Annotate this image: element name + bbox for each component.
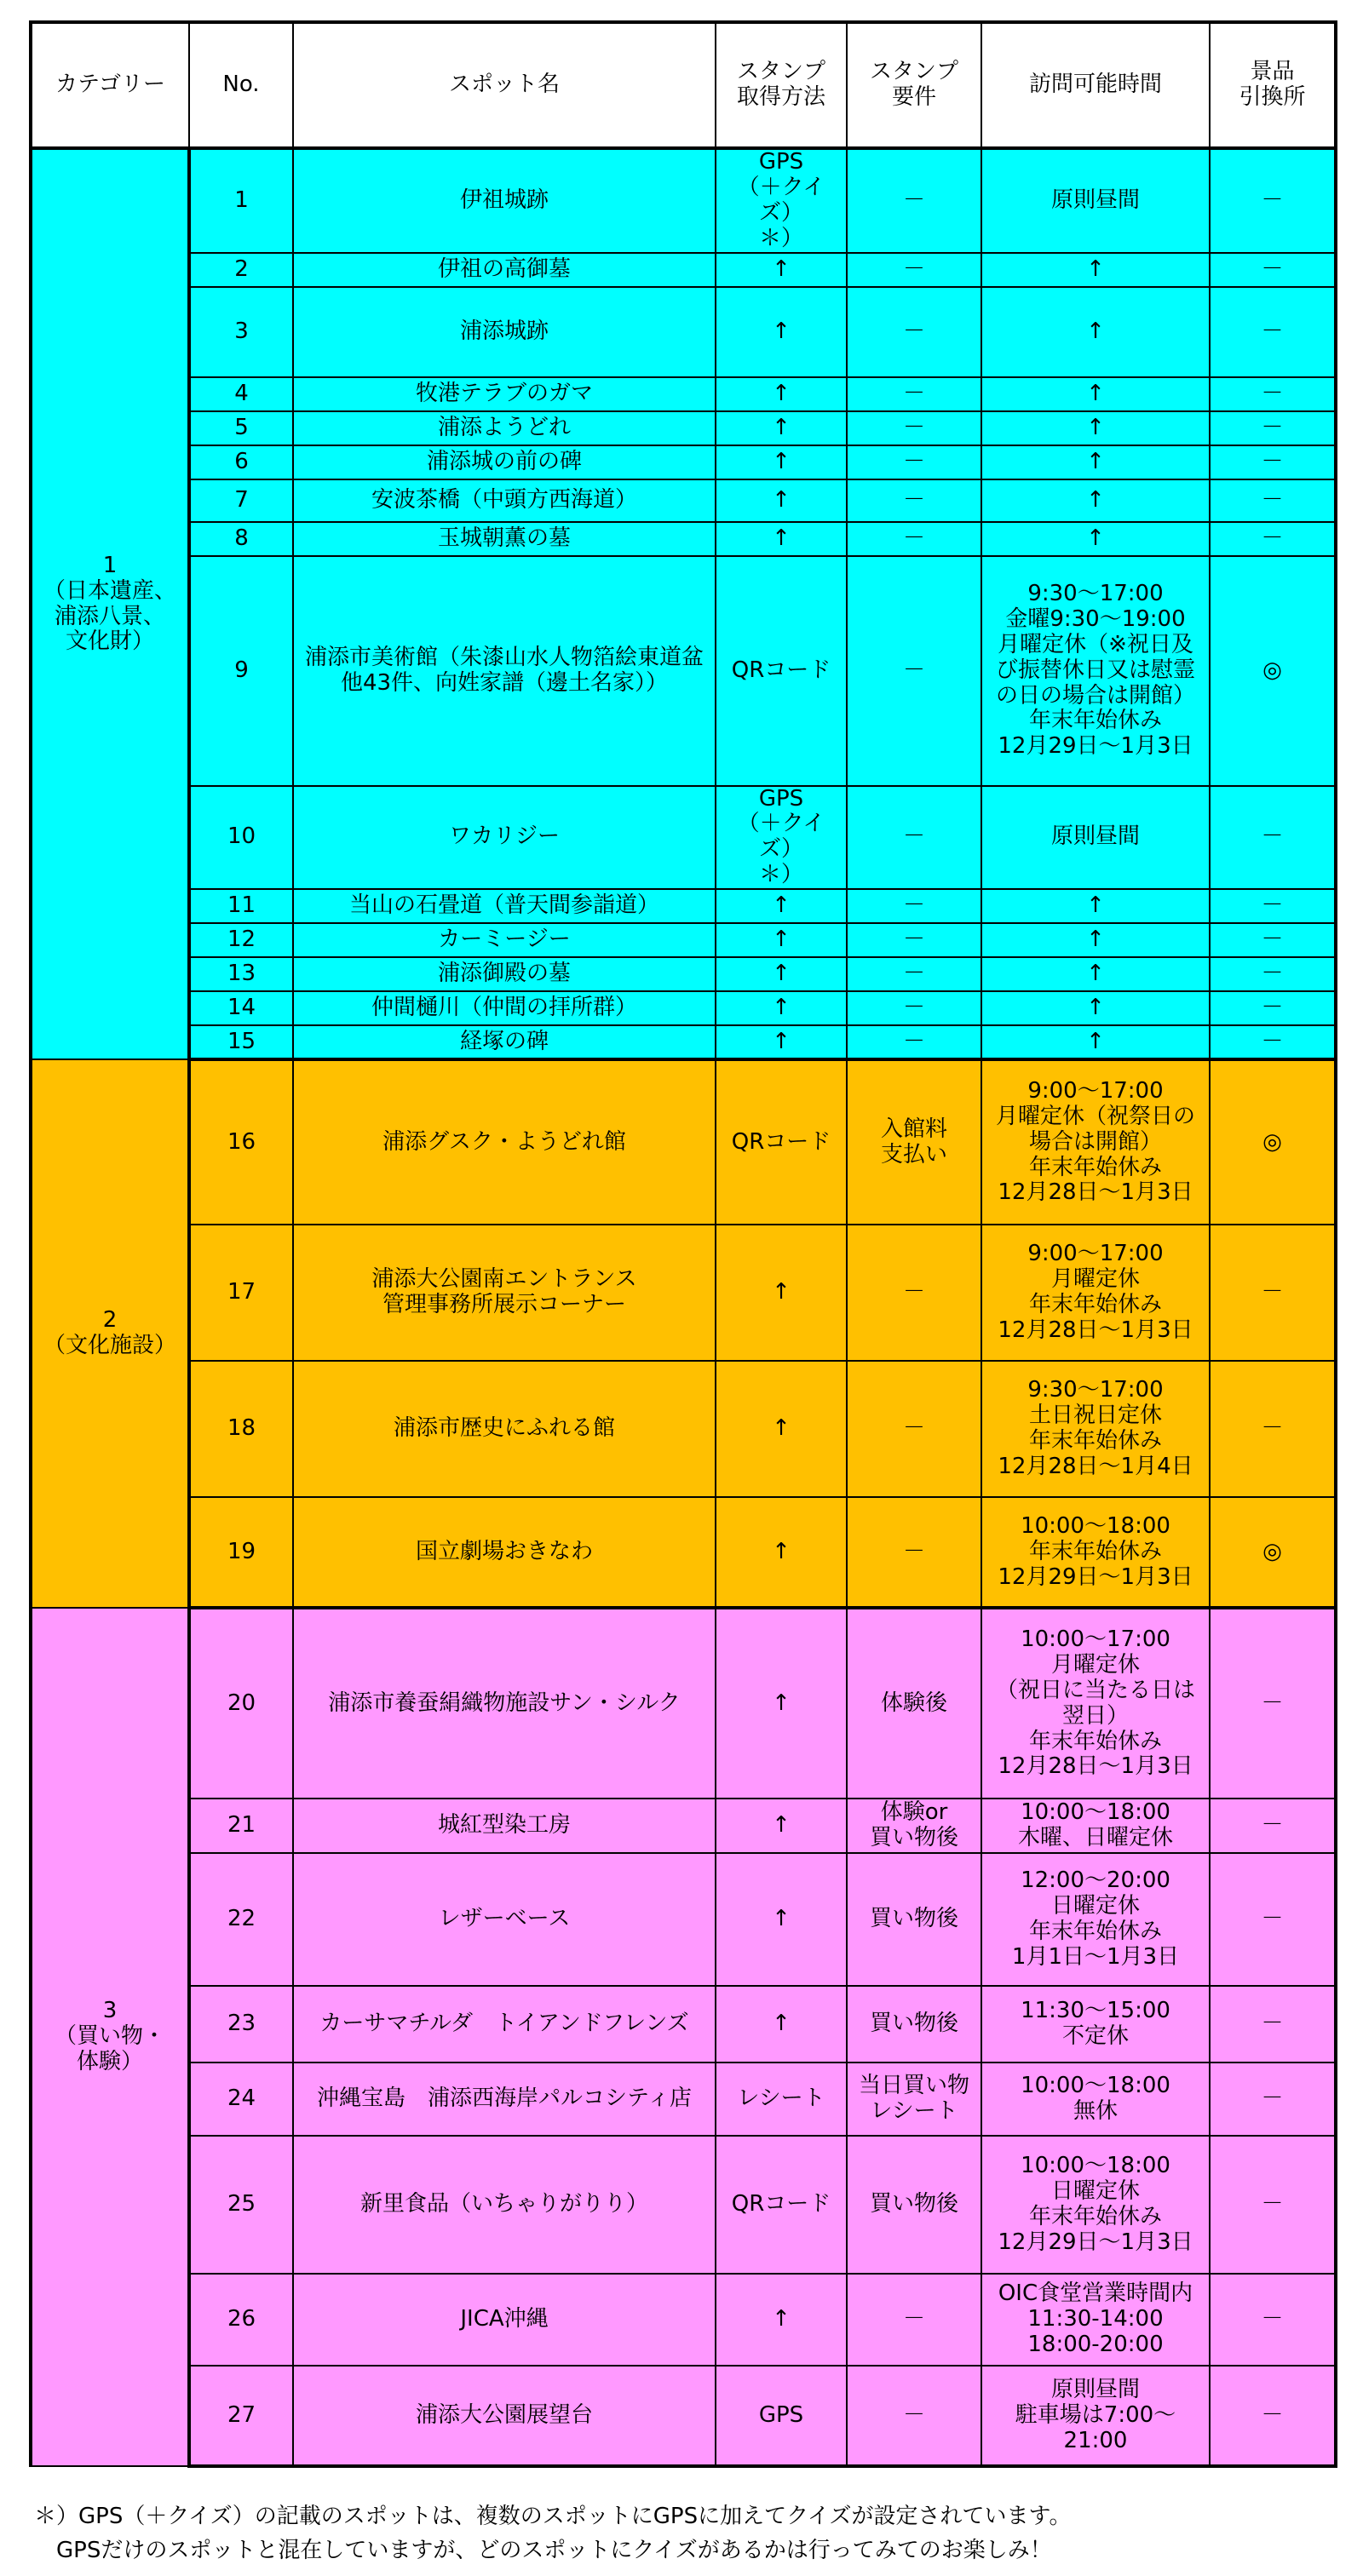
spot-number-cell: 3 [189,287,293,377]
stamp-method-cell: ↑ [716,1608,847,1799]
stamp-method-cell: ↑ [716,1986,847,2063]
stamp-method-cell: QRコード [716,2136,847,2274]
prize-exchange-cell: － [1210,2274,1336,2366]
spot-name-cell: 浦添市美術館（朱漆山水人物箔絵東道盆 他43件、向姓家譜（邊土名家）） [293,556,716,786]
visit-hours-cell: ↑ [981,287,1210,377]
visit-hours-cell: ↑ [981,957,1210,991]
prize-exchange-cell: － [1210,2136,1336,2274]
stamp-requirement-cell: － [847,253,981,287]
visit-hours-cell: 原則昼間 [981,148,1210,253]
visit-hours-cell: ↑ [981,889,1210,923]
table-row [31,522,1336,556]
stamp-requirement-cell: － [847,2274,981,2366]
prize-exchange-cell: － [1210,522,1336,556]
table-row [31,923,1336,957]
stamp-requirement-cell: － [847,445,981,479]
prize-exchange-cell: － [1210,377,1336,411]
table-row [31,957,1336,991]
spot-name-cell: 玉城朝薫の墓 [293,522,716,556]
spot-name-cell: 浦添ようどれ [293,411,716,445]
prize-exchange-cell: － [1210,445,1336,479]
spot-number-cell: 18 [189,1361,293,1497]
stamp-requirement-cell: － [847,2366,981,2466]
stamp-requirement-cell: － [847,991,981,1025]
prize-exchange-cell: － [1210,1853,1336,1986]
table-row [31,1853,1336,1986]
header-category: カテゴリー [31,22,189,148]
prize-exchange-cell: ◎ [1210,1059,1336,1225]
spot-number-cell: 19 [189,1497,293,1608]
stamp-requirement-cell: － [847,786,981,890]
stamp-method-cell: ↑ [716,253,847,287]
category-cell: 3 （買い物・ 体験） [31,1608,189,2466]
spot-name-cell: カーミージー [293,923,716,957]
spot-number-cell: 26 [189,2274,293,2366]
spot-name-cell: 浦添大公園展望台 [293,2366,716,2466]
stamp-method-cell: ↑ [716,411,847,445]
table-row [31,479,1336,522]
spot-name-cell: 経塚の碑 [293,1025,716,1059]
table-row [31,1608,1336,1799]
stamp-method-cell: GPS [716,2366,847,2466]
table-row [31,1361,1336,1497]
stamp-requirement-cell: － [847,889,981,923]
table-row [31,445,1336,479]
visit-hours-cell: ↑ [981,923,1210,957]
prize-exchange-cell: － [1210,889,1336,923]
stamp-method-cell: ↑ [716,1853,847,1986]
visit-hours-cell: ↑ [981,479,1210,522]
table-row [31,2136,1336,2274]
stamp-requirement-cell: 買い物後 [847,2136,981,2274]
table-header-row [31,22,1336,148]
stamp-method-cell: GPS （＋クイズ） ＊） [716,148,847,253]
table-row [31,287,1336,377]
table-row [31,1497,1336,1608]
visit-hours-cell: 12:00～20:00 日曜定休 年末年始休み 1月1日～1月3日 [981,1853,1210,1986]
visit-hours-cell: ↑ [981,991,1210,1025]
stamp-requirement-cell: － [847,957,981,991]
stamp-method-cell: QRコード [716,1059,847,1225]
stamp-requirement-cell: 買い物後 [847,1986,981,2063]
spot-number-cell: 4 [189,377,293,411]
table-body [31,148,1336,2466]
stamp-requirement-cell: － [847,148,981,253]
table-row [31,1025,1336,1059]
prize-exchange-cell: ◎ [1210,556,1336,786]
visit-hours-cell: 9:30～17:00 金曜9:30～19:00 月曜定休（※祝日及 び振替休日又は慰霊 の日の場合は開館） 年末年始休み 12月29日～1月3日 [981,556,1210,786]
table-row [31,786,1336,890]
spot-number-cell: 22 [189,1853,293,1986]
spot-number-cell: 23 [189,1986,293,2063]
visit-hours-cell: 10:00～18:00 木曜、日曜定休 [981,1799,1210,1853]
stamp-method-cell: ↑ [716,889,847,923]
prize-exchange-cell: － [1210,957,1336,991]
prize-exchange-cell: － [1210,1225,1336,1361]
stamp-requirement-cell: － [847,556,981,786]
spot-name-cell: 浦添御殿の墓 [293,957,716,991]
table-row [31,556,1336,786]
spot-name-cell: 新里食品（いちゃりがりり） [293,2136,716,2274]
stamp-method-cell: ↑ [716,1497,847,1608]
spot-name-cell: JICA沖縄 [293,2274,716,2366]
spot-number-cell: 1 [189,148,293,253]
spot-number-cell: 12 [189,923,293,957]
prize-exchange-cell: － [1210,1986,1336,2063]
visit-hours-cell: 9:00～17:00 月曜定休（祝祭日の 場合は開館） 年末年始休み 12月28日～1月3日 [981,1059,1210,1225]
footnote-line-2: GPSだけのスポットと混在していますが、どのスポットにクイズがあるかは行ってみてのお楽しみ！ [34,2538,1052,2564]
stamp-method-cell: ↑ [716,957,847,991]
spot-name-cell: 伊祖城跡 [293,148,716,253]
prize-exchange-cell: － [1210,1608,1336,1799]
stamp-method-cell: ↑ [716,479,847,522]
visit-hours-cell: ↑ [981,411,1210,445]
table-row [31,411,1336,445]
spot-number-cell: 13 [189,957,293,991]
prize-exchange-cell: － [1210,2366,1336,2466]
stamp-method-cell: ↑ [716,1025,847,1059]
spot-name-cell: 伊祖の高御墓 [293,253,716,287]
category-cell: 2 （文化施設） [31,1059,189,1608]
spot-number-cell: 10 [189,786,293,890]
visit-hours-cell: 9:00～17:00 月曜定休 年末年始休み 12月28日～1月3日 [981,1225,1210,1361]
stamp-requirement-cell: － [847,522,981,556]
stamp-method-cell: QRコード [716,556,847,786]
footnote-line-1: ＊）GPS（＋クイズ）の記載のスポットは、複数のスポットにGPSに加えてクイズが設定されています。 [34,2504,1072,2529]
table-row [31,991,1336,1025]
stamp-method-cell: ↑ [716,377,847,411]
stamp-spot-table [29,20,1337,2468]
prize-exchange-cell: － [1210,923,1336,957]
footnote [34,2499,1329,2568]
prize-exchange-cell: － [1210,2063,1336,2136]
stamp-method-cell: ↑ [716,991,847,1025]
table-row [31,2274,1336,2366]
visit-hours-cell: 10:00～18:00 年末年始休み 12月29日～1月3日 [981,1497,1210,1608]
visit-hours-cell: 11:30～15:00 不定休 [981,1986,1210,2063]
visit-hours-cell: ↑ [981,445,1210,479]
spot-name-cell: 浦添城跡 [293,287,716,377]
spot-name-cell: 仲間樋川（仲間の拝所群） [293,991,716,1025]
stamp-method-cell: レシート [716,2063,847,2136]
prize-exchange-cell: － [1210,287,1336,377]
stamp-method-cell: ↑ [716,2274,847,2366]
prize-exchange-cell: － [1210,148,1336,253]
stamp-requirement-cell: 入館料 支払い [847,1059,981,1225]
spot-name-cell: カーサマチルダ トイアンドフレンズ [293,1986,716,2063]
spot-name-cell: 浦添市養蚕絹織物施設サン・シルク [293,1608,716,1799]
spot-name-cell: 当山の石畳道（普天間参詣道） [293,889,716,923]
stamp-requirement-cell: － [847,377,981,411]
stamp-requirement-cell: － [847,411,981,445]
table-row [31,1225,1336,1361]
spot-name-cell: 沖縄宝島 浦添西海岸パルコシティ店 [293,2063,716,2136]
header-spot-name: スポット名 [293,22,716,148]
spot-number-cell: 16 [189,1059,293,1225]
stamp-method-cell: ↑ [716,522,847,556]
table-row [31,889,1336,923]
stamp-requirement-cell: － [847,1497,981,1608]
table-row [31,2063,1336,2136]
header-visit-hours: 訪問可能時間 [981,22,1210,148]
spot-name-cell: 城紅型染工房 [293,1799,716,1853]
table-row [31,1059,1336,1225]
spot-name-cell: 浦添城の前の碑 [293,445,716,479]
spot-number-cell: 15 [189,1025,293,1059]
prize-exchange-cell: － [1210,991,1336,1025]
spot-number-cell: 11 [189,889,293,923]
spot-number-cell: 14 [189,991,293,1025]
visit-hours-cell: ↑ [981,253,1210,287]
stamp-requirement-cell: － [847,287,981,377]
stamp-method-cell: GPS （＋クイズ） ＊） [716,786,847,890]
prize-exchange-cell: ◎ [1210,1497,1336,1608]
stamp-requirement-cell: － [847,923,981,957]
visit-hours-cell: 10:00～18:00 無休 [981,2063,1210,2136]
stamp-method-cell: ↑ [716,1799,847,1853]
stamp-requirement-cell: － [847,479,981,522]
prize-exchange-cell: － [1210,1361,1336,1497]
prize-exchange-cell: － [1210,253,1336,287]
stamp-method-cell: ↑ [716,1361,847,1497]
header-prize-exchange: 景品 引換所 [1210,22,1336,148]
spot-name-cell: レザーベース [293,1853,716,1986]
visit-hours-cell: 原則昼間 駐車場は7:00～ 21:00 [981,2366,1210,2466]
stamp-method-cell: ↑ [716,1225,847,1361]
visit-hours-cell: 9:30～17:00 土日祝日定休 年末年始休み 12月28日～1月4日 [981,1361,1210,1497]
header-stamp-method: スタンプ 取得方法 [716,22,847,148]
spot-number-cell: 17 [189,1225,293,1361]
visit-hours-cell: 10:00～18:00 日曜定休 年末年始休み 12月29日～1月3日 [981,2136,1210,2274]
prize-exchange-cell: － [1210,411,1336,445]
spot-number-cell: 8 [189,522,293,556]
visit-hours-cell: ↑ [981,1025,1210,1059]
spot-name-cell: ワカリジー [293,786,716,890]
visit-hours-cell: ↑ [981,522,1210,556]
spot-number-cell: 25 [189,2136,293,2274]
table-row [31,148,1336,253]
spot-name-cell: 牧港テラブのガマ [293,377,716,411]
table-row [31,1799,1336,1853]
table-row [31,2366,1336,2466]
spot-name-cell: 浦添市歴史にふれる館 [293,1361,716,1497]
spot-name-cell: 安波茶橋（中頭方西海道） [293,479,716,522]
table-row [31,377,1336,411]
visit-hours-cell: 原則昼間 [981,786,1210,890]
stamp-requirement-cell: 体験or 買い物後 [847,1799,981,1853]
stamp-method-cell: ↑ [716,923,847,957]
stamp-requirement-cell: － [847,1225,981,1361]
spot-number-cell: 2 [189,253,293,287]
spot-number-cell: 27 [189,2366,293,2466]
prize-exchange-cell: － [1210,1799,1336,1853]
stamp-requirement-cell: 買い物後 [847,1853,981,1986]
prize-exchange-cell: － [1210,1025,1336,1059]
header-stamp-requirement: スタンプ 要件 [847,22,981,148]
spot-number-cell: 7 [189,479,293,522]
category-cell: 1 （日本遺産、 浦添八景、 文化財） [31,148,189,1059]
visit-hours-cell: OIC食堂営業時間内 11:30-14:00 18:00-20:00 [981,2274,1210,2366]
header-no: No. [189,22,293,148]
spot-name-cell: 浦添大公園南エントランス 管理事務所展示コーナー [293,1225,716,1361]
spot-name-cell: 国立劇場おきなわ [293,1497,716,1608]
spot-number-cell: 21 [189,1799,293,1853]
prize-exchange-cell: － [1210,479,1336,522]
spot-number-cell: 5 [189,411,293,445]
table-row [31,253,1336,287]
spot-number-cell: 20 [189,1608,293,1799]
spot-name-cell: 浦添グスク・ようどれ館 [293,1059,716,1225]
stamp-requirement-cell: 当日買い物 レシート [847,2063,981,2136]
prize-exchange-cell: － [1210,786,1336,890]
stamp-method-cell: ↑ [716,445,847,479]
stamp-requirement-cell: 体験後 [847,1608,981,1799]
spot-number-cell: 24 [189,2063,293,2136]
spot-number-cell: 6 [189,445,293,479]
stamp-method-cell: ↑ [716,287,847,377]
visit-hours-cell: ↑ [981,377,1210,411]
visit-hours-cell: 10:00～17:00 月曜定休 （祝日に当たる日は 翌日） 年末年始休み 12月28日～1月3日 [981,1608,1210,1799]
table-row [31,1986,1336,2063]
stamp-requirement-cell: － [847,1361,981,1497]
stamp-requirement-cell: － [847,1025,981,1059]
spot-number-cell: 9 [189,556,293,786]
